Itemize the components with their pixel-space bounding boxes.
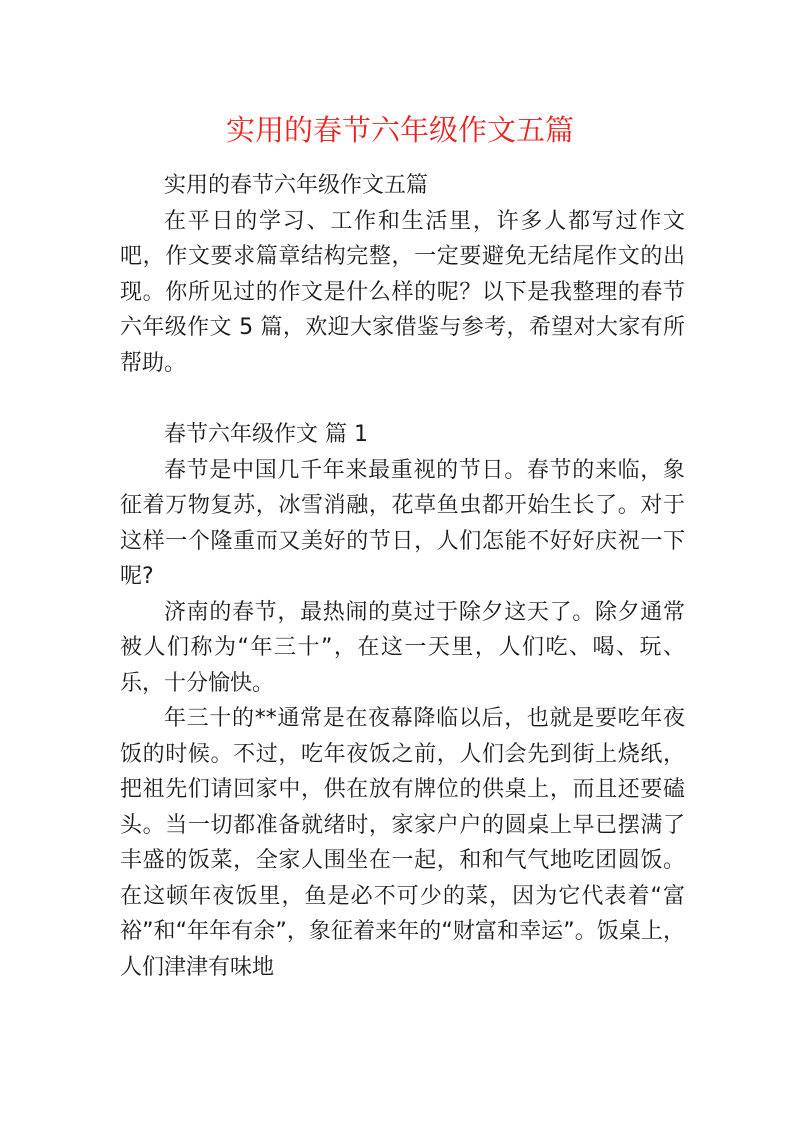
intro-paragraph: 在平日的学习、工作和生活里，许多人都写过作文吧，作文要求篇章结构完整，一定要避免无结尾作文的出现。你所见过的作文是什么样的呢？以下是我整理的春节六年级作文 5 篇，欢迎大家借鉴与参考，希望对大家有所帮助。 <box>120 208 685 376</box>
section-spacer <box>120 381 685 417</box>
document-subtitle: 实用的春节六年级作文五篇 <box>164 173 429 198</box>
body-paragraph: 年三十的**通常是在夜幕降临以后，也就是要吃年夜饭的时候。不过，吃年夜饭之前，人们会先到街上烧纸，把祖先们请回家中，供在放有牌位的供桌上，而且还要磕头。当一切都准备就绪时，家家户户的圆桌上早已摆满了丰盛的饭菜，全家人围坐在一起，和和气气地吃团圆饭。在这顿年夜饭里，鱼是必不可少的菜，因为它代表着“富裕”和“年年有余”，象征着来年的“财富和幸运”。饭桌上，人们津津有味地 <box>120 706 685 980</box>
body-paragraph: 春节是中国几千年来最重视的节日。春节的来临，象征着万物复苏，冰雪消融，花草鱼虫都开始生长了。对于这样一个隆重而又美好的节日，人们怎能不好好庆祝一下呢? <box>120 457 685 589</box>
document-body <box>120 168 685 985</box>
body-paragraph: 济南的春节，最热闹的莫过于除夕这天了。除夕通常被人们称为“年三十”，在这一天里，人们吃、喝、玩、乐，十分愉快。 <box>120 599 685 696</box>
document-title: 实用的春节六年级作文五篇 <box>225 113 574 147</box>
section-heading: 春节六年级作文 篇 1 <box>164 422 368 447</box>
